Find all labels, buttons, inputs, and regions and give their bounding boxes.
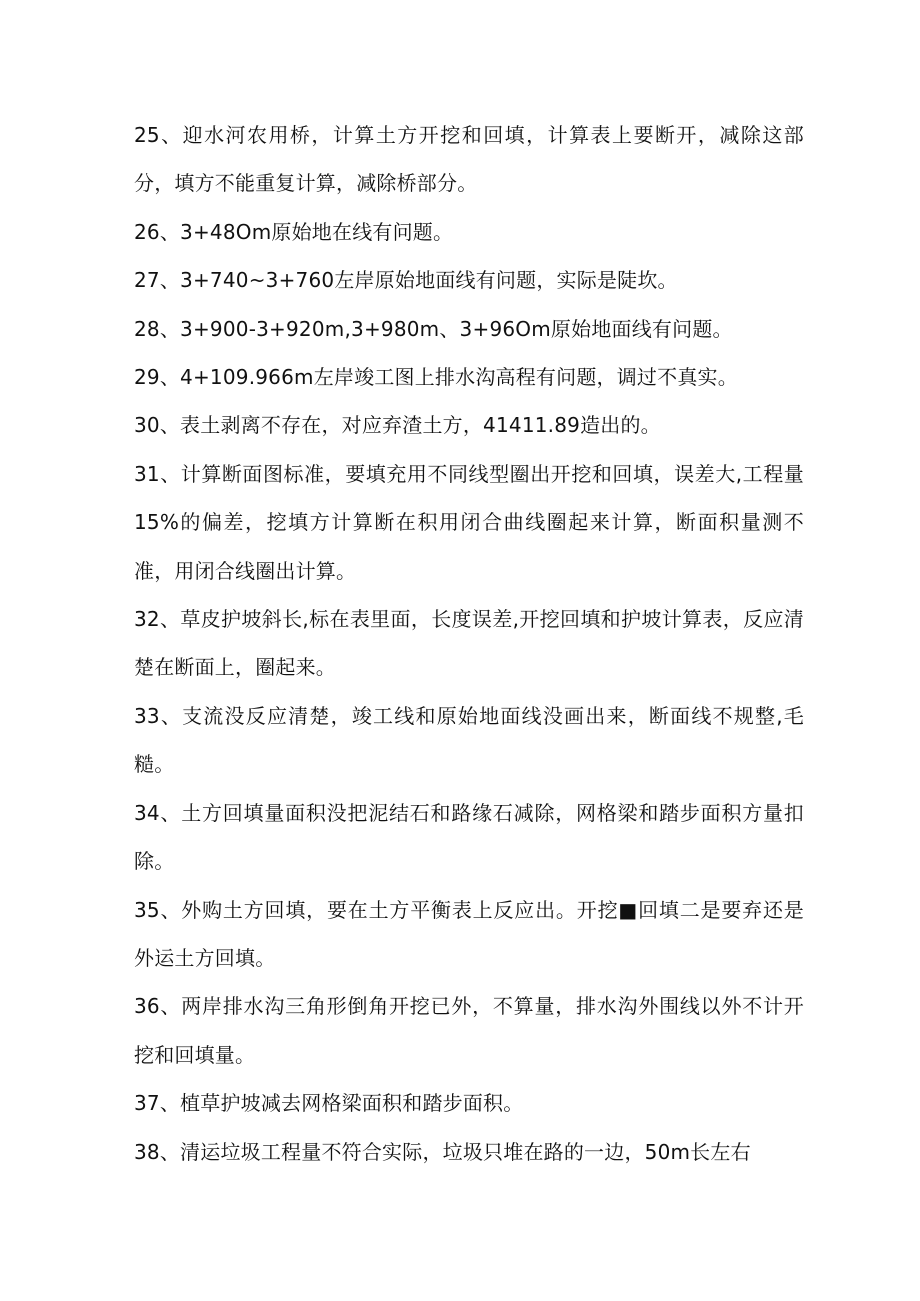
- list-item: 32、草皮护坡斜长,标在表里面，长度误差,开挖回填和护坡计算表，反应清楚在断面上，圈起来。: [134, 607, 804, 680]
- list-item: 34、土方回填量面积没把泥结石和路缘石减除，网格梁和踏步面积方量扣除。: [134, 800, 804, 874]
- list-item: 37、植草护坡减去网格梁面积和踏步面积。: [134, 1091, 524, 1116]
- list-item: 30、表土剥离不存在，对应弃渣土方，41411.89造出的。: [134, 413, 661, 438]
- document-body: [134, 111, 804, 1176]
- list-item: 26、3+48Om原始地在线有问题。: [134, 219, 454, 244]
- list-item: 27、3+740~3+760左岸原始地面线有问题，实际是陡坎。: [134, 268, 678, 293]
- list-item: 29、4+109.966m左岸竣工图上排水沟高程有问题，调过不真实。: [134, 365, 738, 390]
- list-item: 28、3+900-3+920m,3+980m、3+96Om原始地面线有问题。: [134, 316, 733, 341]
- list-item: 35、外购土方回填，要在土方平衡表上反应出。开挖■回填二是要弃还是外运土方回填。: [134, 897, 804, 970]
- list-item: 36、两岸排水沟三角形倒角开挖已外，不算量，排水沟外围线以外不计开挖和回填量。: [134, 994, 804, 1067]
- list-item: 38、清运垃圾工程量不符合实际，垃圾只堆在路的一边，50m长左右: [134, 1139, 751, 1164]
- list-item: 25、迎水河农用桥，计算土方开挖和回填，计算表上要断开，减除这部分，填方不能重复计算，减除桥部分。: [134, 123, 804, 196]
- list-item: 31、计算断面图标准，要填充用不同线型圈出开挖和回填，误差大,工程量15%的偏差，挖填方计算断在积用闭合曲线圈起来计算，断面积量测不准，用闭合线圈出计算。: [134, 461, 804, 583]
- list-item: 33、支流没反应清楚，竣工线和原始地面线没画出来，断面线不规整,毛糙。: [134, 703, 804, 777]
